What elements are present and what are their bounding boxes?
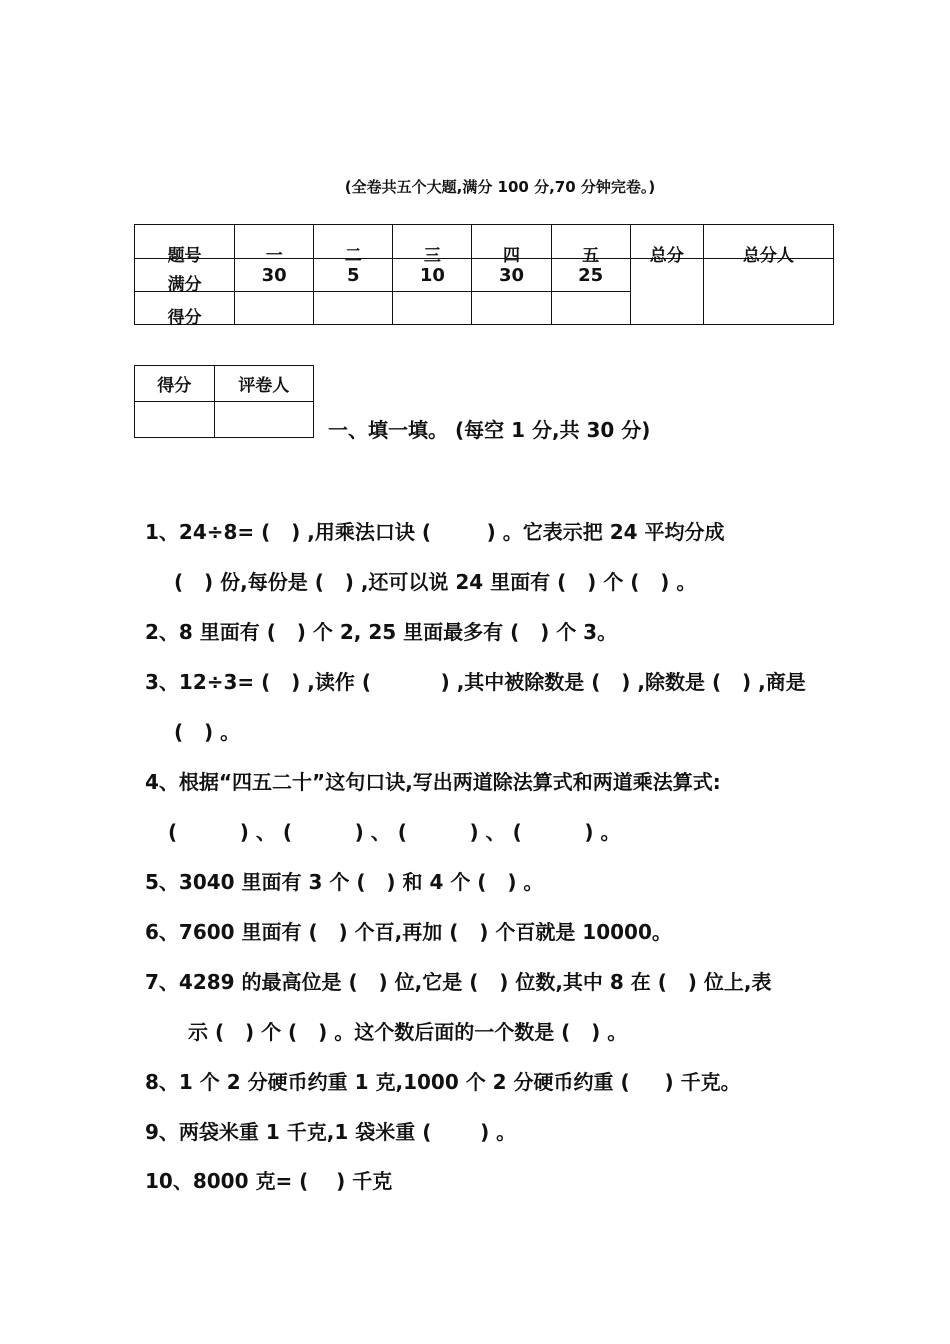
total-grader-cell[interactable]: [703, 259, 833, 325]
section-title: 一、填一填。 (每空 1 分,共 30 分): [328, 418, 651, 442]
grader-table: [134, 365, 314, 438]
full-score-cell: 5: [314, 259, 393, 292]
score-table-header-row: [135, 225, 834, 259]
question-line: 7、4289 的最高位是 ( ) 位,它是 ( ) 位数,其中 8 在 ( ) 位上,表: [145, 970, 772, 994]
full-score-cell: 10: [393, 259, 472, 292]
full-score-cell: 30: [472, 259, 551, 292]
header-cell: [703, 225, 833, 266]
row-label-cell: [135, 292, 235, 328]
question-line: 1、24÷8= ( ) ,用乘法口诀 ( ) 。它表示把 24 平均分成: [145, 520, 725, 544]
question-line: ( ) 。: [174, 720, 241, 744]
got-score-cell[interactable]: [472, 292, 551, 325]
got-score-cell[interactable]: [235, 292, 314, 325]
header-label: 三: [423, 246, 441, 266]
question-line: 9、两袋米重 1 千克,1 袋米重 ( ) 。: [145, 1120, 517, 1144]
full-score-cell: 30: [235, 259, 314, 292]
got-score-cell[interactable]: [551, 292, 630, 325]
grader-name-label: 评卷人: [214, 366, 313, 402]
header-label: 二: [344, 246, 362, 266]
question-line: 8、1 个 2 分硬币约重 1 克,1000 个 2 分硬币约重 ( ) 千克。: [145, 1070, 741, 1094]
grader-name-cell[interactable]: [214, 402, 313, 438]
exam-subtitle: (全卷共五个大题,满分 100 分,70 分钟完卷。): [344, 178, 656, 196]
question-line: 3、12÷3= ( ) ,读作 ( ) ,其中被除数是 ( ) ,除数是 ( ) ,商是: [145, 670, 806, 694]
header-label: 一: [265, 246, 283, 266]
grader-score-label: 得分: [135, 366, 215, 402]
header-cell: [135, 225, 235, 266]
header-cell: [314, 225, 393, 266]
header-label: 四: [503, 246, 521, 266]
got-score-label: 得分: [167, 308, 202, 328]
grader-score-cell[interactable]: [135, 402, 215, 438]
header-cell: [472, 225, 551, 266]
got-score-cell[interactable]: [314, 292, 393, 325]
got-score-cell[interactable]: [393, 292, 472, 325]
question-line: ( ) 、 ( ) 、 ( ) 、 ( ) 。: [168, 820, 621, 844]
question-line: ( ) 份,每份是 ( ) ,还可以说 24 里面有 ( ) 个 ( ) 。: [174, 570, 697, 594]
header-label: 题号: [167, 246, 202, 266]
header-cell: [235, 225, 314, 266]
grader-header-row: [135, 366, 314, 402]
header-label: 总分人: [742, 246, 794, 266]
header-cell: [393, 225, 472, 266]
full-score-row: [135, 259, 834, 292]
question-line: 4、根据“四五二十”这句口诀,写出两道除法算式和两道乘法算式:: [145, 770, 721, 794]
total-score-cell[interactable]: [630, 259, 703, 325]
question-line: 10、8000 克= ( ) 千克: [145, 1169, 393, 1193]
question-line: 示 ( ) 个 ( ) 。这个数后面的一个数是 ( ) 。: [188, 1020, 628, 1044]
header-label: 五: [582, 246, 600, 266]
question-line: 2、8 里面有 ( ) 个 2, 25 里面最多有 ( ) 个 3。: [145, 620, 618, 644]
question-line: 5、3040 里面有 3 个 ( ) 和 4 个 ( ) 。: [145, 870, 544, 894]
full-score-label: 满分: [167, 275, 202, 295]
question-line: 6、7600 里面有 ( ) 个百,再加 ( ) 个百就是 10000。: [145, 920, 672, 944]
header-cell: [630, 225, 703, 266]
header-label: 总分: [649, 246, 684, 266]
full-score-cell: 25: [551, 259, 630, 292]
score-table: [134, 224, 834, 328]
header-cell: [551, 225, 630, 266]
grader-input-row: [135, 402, 314, 438]
